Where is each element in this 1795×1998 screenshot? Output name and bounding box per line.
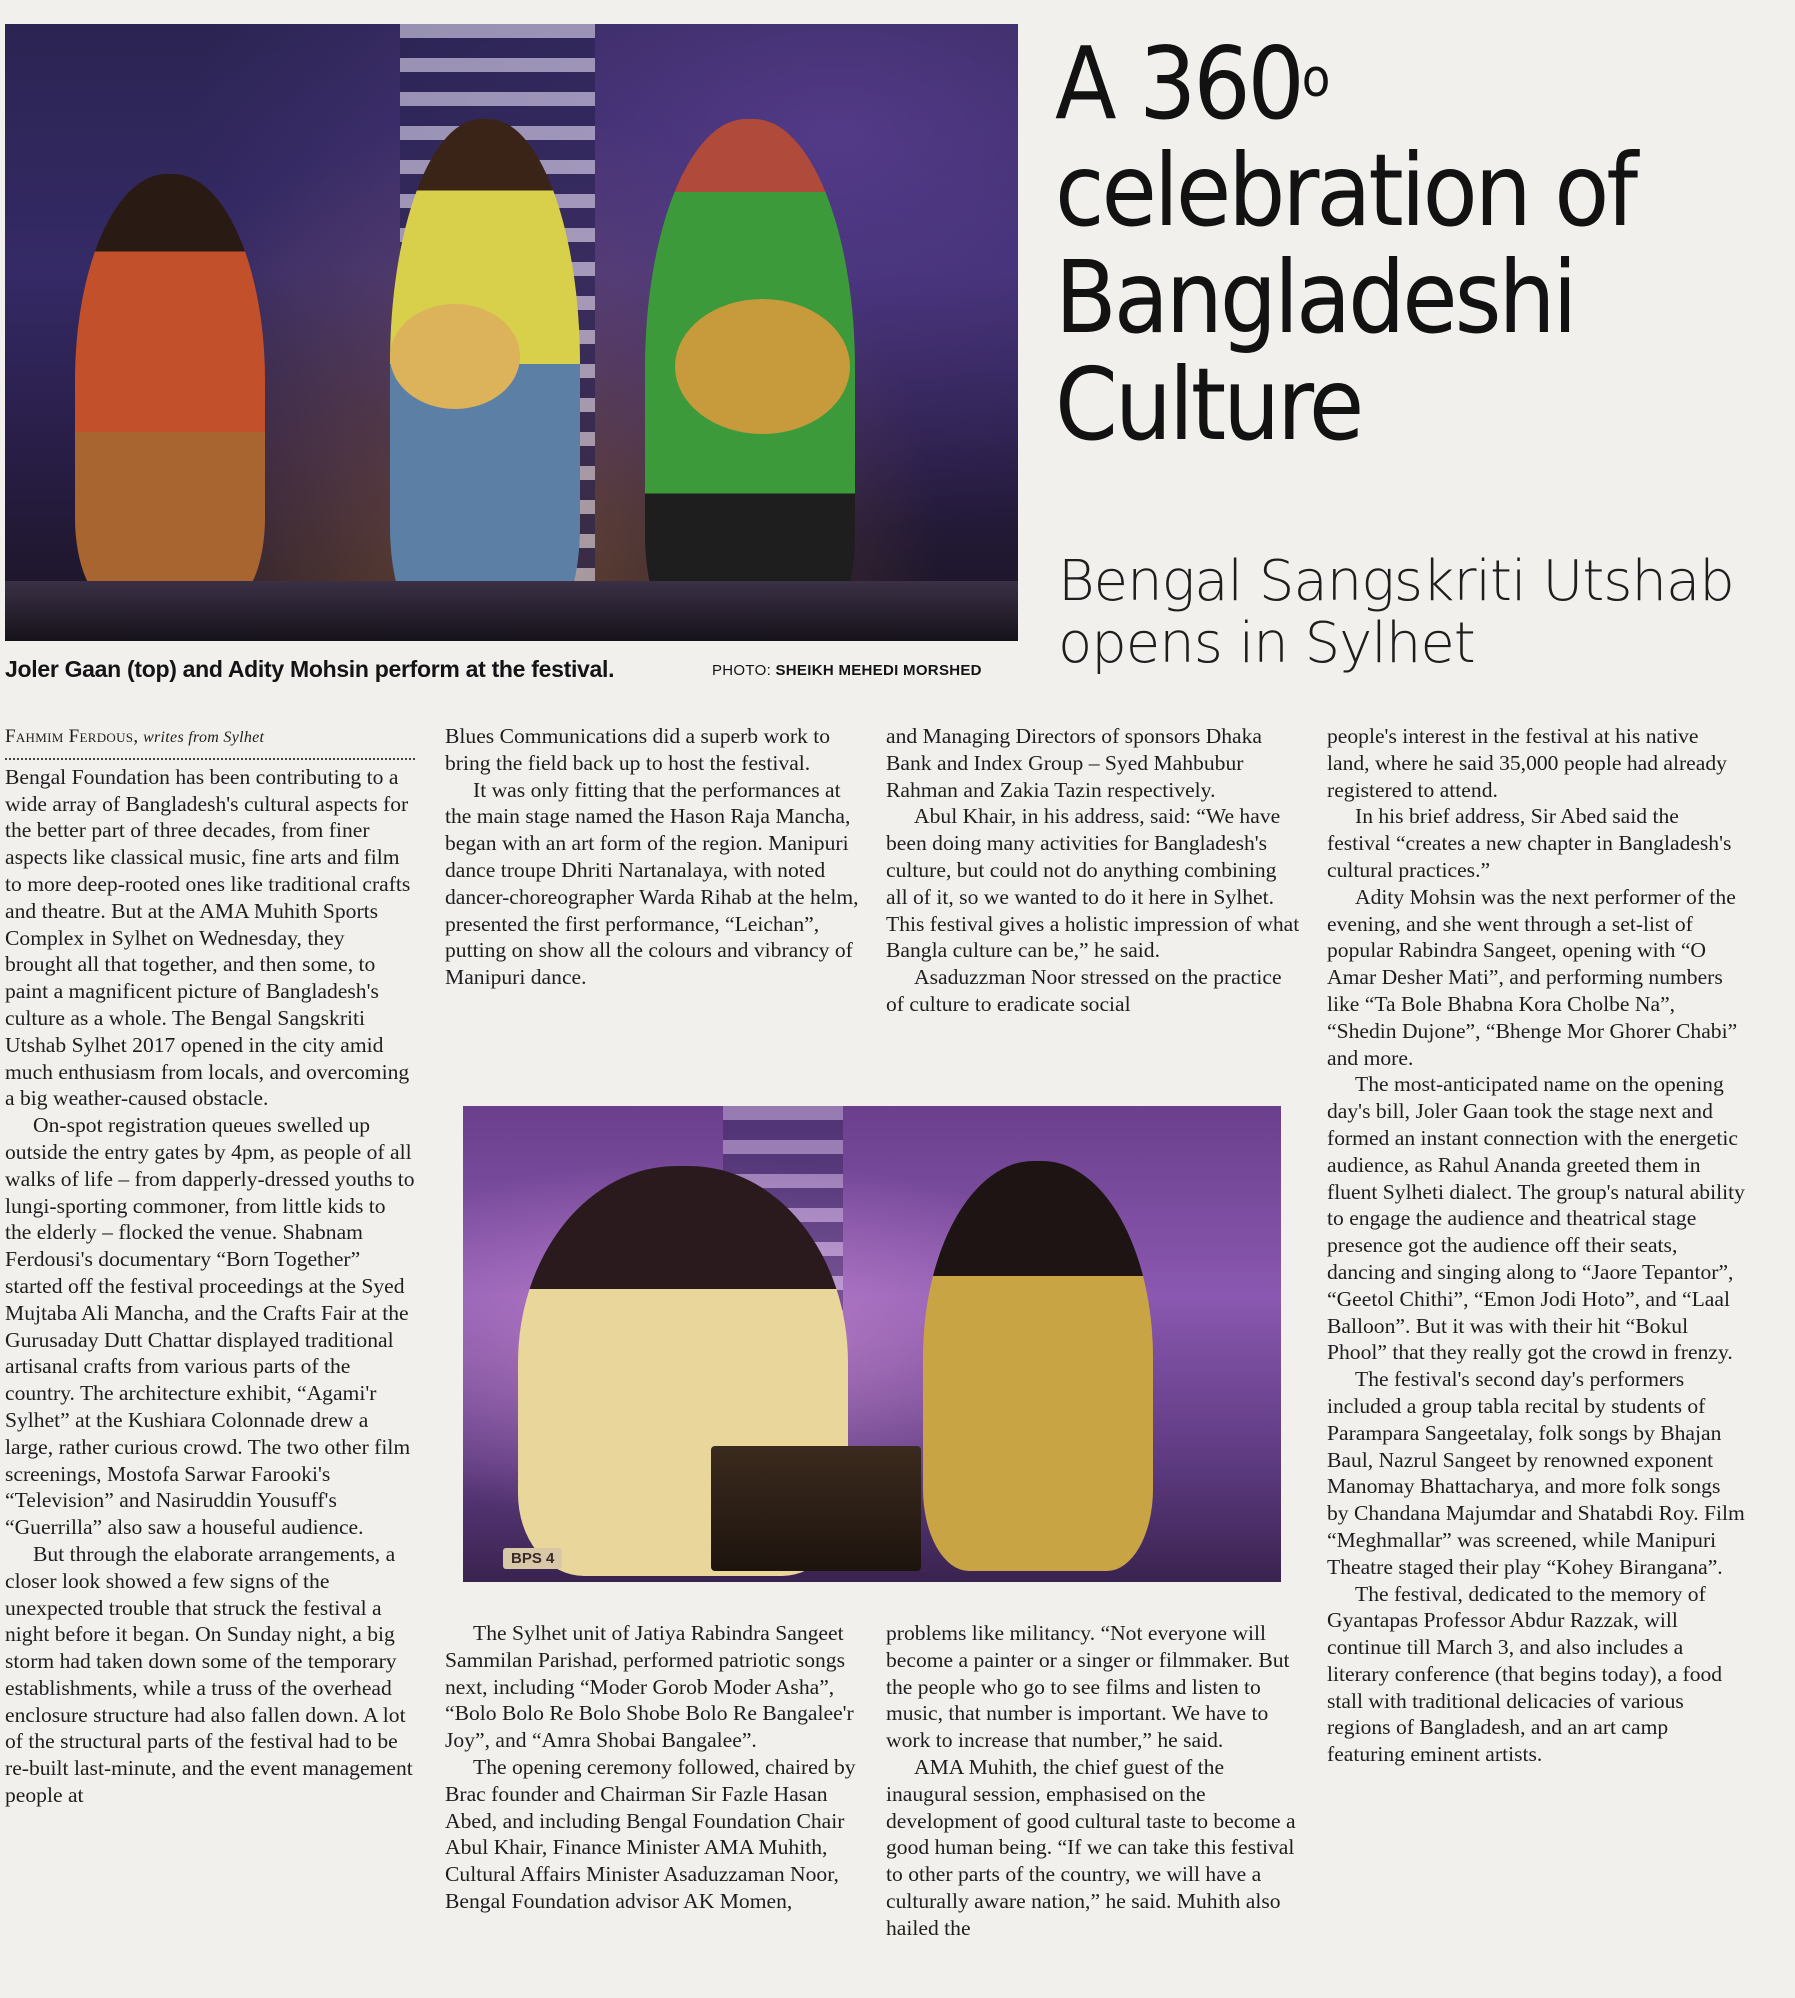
paragraph: and Managing Directors of sponsors Dhaka Bank and Index Group – Syed Mahbubur Rahman and Zakia Tazin respectively.	[886, 724, 1263, 802]
article-column-3-top	[886, 723, 1301, 1018]
credit-label: PHOTO:	[712, 662, 776, 679]
paragraph: Asaduzzman Noor stressed on the practice of culture to eradicate social	[886, 965, 1282, 1016]
paragraph: It was only fitting that the performances at the main stage named the Hason Raja Mancha, began with an art form of the region. Manipuri dance troupe Dhriti Nartanalaya, with noted dancer-choreographer Warda Rihab at the helm, presented the first performance, “Leichan”, putting on show all the colours and vibrancy of Manipuri dance.	[445, 777, 859, 990]
article-column-3-bottom	[886, 1620, 1301, 1942]
article-column-4	[1327, 723, 1745, 1768]
top-performance-photo	[5, 24, 1018, 641]
headline-rest: celebration of Bangladeshi Culture	[1055, 132, 1635, 463]
paragraph: people's interest in the festival at his native land, where he said 35,000 people had already registered to attend.	[1327, 724, 1727, 802]
bps-tag: BPS 4	[503, 1548, 562, 1569]
paragraph: The festival, dedicated to the memory of Gyantapas Professor Abdur Razzak, will continue till March 3, and also includes a literary conference (that begins today), a food stall with traditional delicacies of various regions of Bangladesh, and an art camp featuring eminent artists.	[1327, 1581, 1723, 1767]
headline-main: A 360	[1055, 25, 1302, 142]
article-column-2-top	[445, 723, 860, 991]
byline-divider	[5, 758, 415, 760]
byline-author: Fahmim Ferdous,	[5, 726, 139, 747]
headline-degree: o	[1301, 49, 1331, 109]
paragraph: The opening ceremony followed, chaired by Brac founder and Chairman Sir Fazle Hasan Abed, and including Bengal Foundation Chair Abul Khair, Finance Minister AMA Muhith, Cultural Affairs Minister Asaduzzaman Noor, Bengal Foundation advisor AK Momen,	[445, 1754, 856, 1913]
paragraph: The Sylhet unit of Jatiya Rabindra Sangeet Sammilan Parishad, performed patriotic songs next, including “Moder Gorob Moder Asha”, “Bolo Bolo Re Bolo Shobe Bolo Re Bangalee'r Joy”, and “Amra Shobai Bangalee”.	[445, 1621, 854, 1753]
photo-caption: Joler Gaan (top) and Adity Mohsin perform at the festival.	[5, 656, 615, 682]
paragraph: Bengal Foundation has been contributing to a wide array of Bangladesh's cultural aspects for the better part of three decades, from finer aspects like classical music, fine arts and film to more deep-rooted ones like traditional crafts and theatre. But at the AMA Muhith Sports Complex in Sylhet on Wednesday, they brought all that together, and then some, to paint a magnificent picture of Bangladesh's culture as a whole. The Bengal Sangskriti Utshab Sylhet 2017 opened in the city amid much enthusiasm from locals, and overcoming a big weather-caused obstacle.	[5, 764, 411, 1111]
paragraph: Adity Mohsin was the next performer of the evening, and she went through a set-list of popular Rabindra Sangeet, opening with “O Amar Desher Mati”, and performing numbers like “Ta Bole Bhabna Kora Cholbe Na”, “Shedin Dujone”, “Bhenge Mor Ghorer Chabi” and more.	[1327, 884, 1738, 1070]
harmonium	[711, 1446, 921, 1571]
stage-floor	[5, 581, 1018, 641]
paragraph: On-spot registration queues swelled up outside the entry gates by 4pm, as people of all walks of life – from dapperly-dressed youths to lungi-sporting commoner, from little kids to the elderly – flocked the venue. Shabnam Ferdousi's documentary “Born Together” started off the festival proceedings at the Syed Mujtaba Ali Mancha, and the Crafts Fair at the Gurusaday Dutt Chattar displayed traditional artisanal crafts from various parts of the country. The architecture exhibit, “Agami'r Sylhet” at the Kushiara Colonnade drew a large, rather curious crowd. The two other film screenings, Mostofa Sarwar Farooki's “Television” and Nasiruddin Yousuff's “Guerrilla” also saw a houseful audience.	[5, 1113, 415, 1540]
paragraph: The most-anticipated name on the opening day's bill, Joler Gaan took the stage next and formed an instant connection with the energetic audience, as Rahul Ananda greeted them in fluent Sylheti dialect. The group's natural ability to engage the audience and theatrical stage presence got the audience off their seats, dancing and singing along to “Jaore Tepantor”, “Geetol Chithi”, “Emon Jodi Hoto”, and “Laal Balloon”. But it was with their hit “Bokul Phool” that they really got the crowd in frenzy.	[1327, 1072, 1745, 1365]
subheadline: Bengal Sangskriti Utshab opens in Sylhet	[1058, 549, 1734, 676]
paragraph: AMA Muhith, the chief guest of the inaugural session, emphasised on the development of good cultural taste to become a good human being. “If we can take this festival to other parts of the country, we will have a culturally aware nation,” he said. Muhith also hailed the	[886, 1754, 1296, 1940]
paragraph: But through the elaborate arrangements, a closer look showed a few signs of the unexpected trouble that struck the festival a night before it began. On Sunday night, a big storm had taken down some of the temporary establishments, while a truss of the overhead enclosure structure had also fallen down. A lot of the structural parts of the festival had to be re-built last-minute, and the event management people at	[5, 1541, 413, 1808]
paragraph: Blues Communications did a superb work to bring the field back up to host the festival.	[445, 724, 831, 775]
byline-location: writes from Sylhet	[143, 729, 265, 746]
paragraph: Abul Khair, in his address, said: “We have been doing many activities for Bangladesh's culture, but could not do anything combining all of it, so we wanted to do it here in Sylhet. This festival gives a holistic impression of what Bangla culture can be,” he said.	[886, 804, 1300, 963]
article-column-1	[5, 723, 415, 1809]
headline	[1055, 25, 1755, 463]
paragraph: problems like militancy. “Not everyone will become a painter or a singer or filmmaker. But the people who go to see films and listen to music, that number is important. We have to work to increase that number,” he said.	[886, 1621, 1290, 1753]
performer-violinist	[75, 174, 265, 604]
oud-instrument	[675, 299, 850, 434]
article-column-2-bottom	[445, 1620, 860, 1915]
dotara-instrument	[390, 304, 520, 409]
adity-mohsin-photo	[463, 1106, 1281, 1582]
photo-credit	[712, 662, 1022, 679]
byline	[5, 723, 415, 752]
paragraph: The festival's second day's performers included a group tabla recital by students of Parampara Sangeetalay, folk songs by Bhajan Baul, Nazrul Sangeet by renowned exponent Manomay Bhattacharya, and more folk songs by Chandana Majumdar and Shatabdi Roy. Film “Meghmallar” was screened, while Manipuri Theatre staged their play “Kohey Birangana”.	[1327, 1367, 1745, 1579]
performer-esraj-player	[923, 1161, 1153, 1571]
paragraph: In his brief address, Sir Abed said the festival “creates a new chapter in Bangladesh's cultural practices.”	[1327, 804, 1732, 882]
credit-name: SHEIKH MEHEDI MORSHED	[775, 662, 982, 679]
